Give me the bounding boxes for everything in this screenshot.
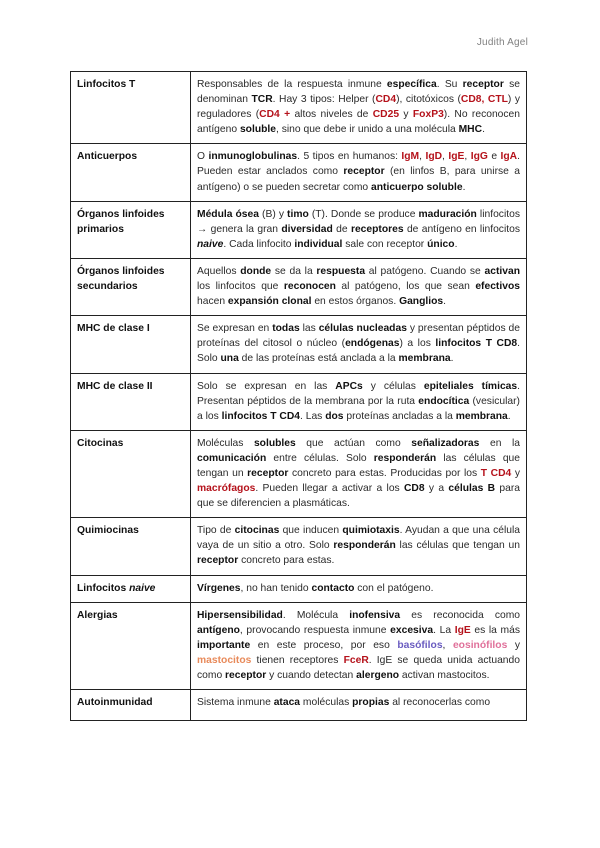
definition-text: Tipo de bbox=[197, 525, 235, 537]
definition-text: e bbox=[487, 151, 501, 163]
definition-cell bbox=[191, 575, 527, 602]
definition-text: . Pueden estar anclados como bbox=[197, 151, 520, 178]
definition-text: . bbox=[507, 410, 511, 422]
definition-text: ), citotóxicos ( bbox=[396, 94, 461, 106]
definition-text: tienen receptores bbox=[251, 654, 344, 666]
highlighted-text: receptor bbox=[462, 79, 504, 90]
definition-text: y presentan péptidos de proteínas del citosol o núcleo ( bbox=[197, 323, 520, 350]
term-cell: MHC de clase II bbox=[71, 373, 191, 430]
definition-text: las bbox=[299, 323, 319, 335]
highlighted-text: diversidad bbox=[281, 223, 333, 235]
definition-text: linfocitos → genera la gran bbox=[197, 208, 520, 235]
definition-text: sale con receptor bbox=[342, 238, 428, 250]
highlighted-text: comunicación bbox=[197, 452, 267, 464]
highlighted-text: quimiotaxis bbox=[342, 525, 400, 537]
definition-text: . Cada linfocito bbox=[223, 238, 295, 250]
highlighted-text: Hipersensibilidad bbox=[197, 609, 283, 621]
highlighted-text: Ganglios bbox=[399, 296, 444, 308]
definition-text: en la bbox=[479, 437, 520, 449]
highlighted-text: responderán bbox=[373, 452, 437, 464]
highlighted-text: reconocen bbox=[283, 281, 336, 293]
definition-text: . La bbox=[433, 624, 455, 636]
definition-text: . Pueden llegar a activar a los bbox=[255, 483, 404, 495]
definition-text: (B) y bbox=[259, 208, 288, 220]
highlighted-text: IgA bbox=[500, 151, 518, 163]
highlighted-text: anticuerpo soluble bbox=[371, 181, 463, 193]
definition-cell bbox=[191, 201, 527, 258]
highlighted-text: una bbox=[220, 353, 239, 365]
term-cell: Autoinmunidad bbox=[71, 690, 191, 721]
definition-text: en estos órganos. bbox=[311, 296, 400, 308]
term-cell: Órganos linfoides primarios bbox=[71, 201, 191, 258]
highlighted-text: macrófagos bbox=[197, 483, 256, 495]
definition-text: . Hay 3 tipos: Helper ( bbox=[272, 94, 376, 106]
highlighted-text: IgG bbox=[470, 151, 488, 163]
definition-text: concreto para estas. bbox=[238, 555, 335, 567]
highlighted-text: receptor bbox=[343, 166, 385, 178]
definition-text: (en linfos B, para unirse a antígeno) o se pueden secretar como bbox=[197, 166, 521, 193]
definition-text: los linfocitos que bbox=[197, 281, 284, 293]
definition-text: ) a los bbox=[399, 338, 436, 350]
table-row bbox=[71, 201, 527, 258]
definition-text: O bbox=[197, 151, 209, 163]
definition-text: . IgE se queda unida actuando como bbox=[197, 654, 520, 681]
highlighted-text: único bbox=[427, 238, 455, 250]
definition-text: . bbox=[462, 181, 466, 193]
table-row bbox=[71, 575, 527, 602]
definition-text: entre células. Solo bbox=[266, 452, 374, 464]
definition-text: y a bbox=[424, 483, 449, 495]
term-cell: MHC de clase I bbox=[71, 316, 191, 373]
term-cell: Órganos linfoides secundarios bbox=[71, 258, 191, 315]
definition-text: moléculas bbox=[300, 697, 353, 709]
definition-text: activan mastocitos. bbox=[399, 670, 490, 681]
highlighted-text: IgD bbox=[425, 151, 443, 163]
definition-text: hacen bbox=[197, 296, 228, 308]
highlighted-text: receptores bbox=[350, 223, 404, 235]
definition-text: . Ayudan a que una célula vaya de un sitio a otro. Solo bbox=[197, 525, 520, 552]
highlighted-text: propias bbox=[352, 697, 390, 709]
highlighted-text: linfocitos T CD8 bbox=[435, 338, 518, 350]
highlighted-text: efectivos bbox=[475, 281, 520, 293]
highlighted-text: células nucleadas bbox=[318, 323, 407, 335]
highlighted-text: linfocitos T CD4 bbox=[221, 410, 300, 422]
highlighted-text: responderán bbox=[333, 540, 396, 552]
highlighted-text: IgM bbox=[401, 151, 420, 163]
term-cell: Linfocitos naive bbox=[71, 575, 191, 602]
definition-text: . bbox=[482, 124, 485, 136]
term-cell: Alergias bbox=[71, 602, 191, 689]
highlighted-text: excesiva bbox=[390, 624, 434, 636]
definition-text: al reconocerlas como bbox=[389, 697, 491, 709]
definition-text: es reconocida como bbox=[400, 609, 520, 621]
highlighted-text: IgE bbox=[454, 624, 471, 636]
highlighted-text: individual bbox=[294, 238, 343, 250]
definition-cell bbox=[191, 144, 527, 201]
highlighted-text: epiteliales tímicas bbox=[423, 380, 518, 392]
highlighted-text: FoxP3 bbox=[412, 109, 444, 121]
highlighted-text: células B bbox=[448, 483, 496, 495]
definition-text: . bbox=[454, 238, 458, 250]
definition-text: proteínas ancladas a la bbox=[343, 410, 456, 422]
definition-text: se da la bbox=[271, 265, 317, 277]
definition-text: y bbox=[507, 639, 520, 651]
table-row bbox=[71, 602, 527, 689]
definition-cell bbox=[191, 430, 527, 517]
highlighted-text: endógenas bbox=[345, 338, 400, 350]
highlighted-text: IgE bbox=[448, 151, 465, 163]
definition-text: Se expresan en bbox=[197, 323, 273, 335]
definition-text: altos niveles de bbox=[294, 109, 373, 121]
glossary-table bbox=[70, 71, 527, 721]
table-row bbox=[71, 258, 527, 315]
term-cell: Citocinas bbox=[71, 430, 191, 517]
term-cell: Quimiocinas bbox=[71, 518, 191, 575]
highlighted-text: FceR bbox=[343, 654, 369, 666]
definition-cell bbox=[191, 690, 527, 721]
highlighted-text: inmunoglobulinas bbox=[208, 151, 298, 163]
highlighted-text: importante bbox=[197, 639, 251, 651]
definition-text: para que se diferencien a plasmáticas. bbox=[197, 483, 520, 510]
definition-text: de las proteínas está anclada a la bbox=[238, 353, 399, 365]
highlighted-text: receptor bbox=[197, 555, 239, 567]
definition-cell bbox=[191, 602, 527, 689]
definition-text: al patógeno, los que sean bbox=[335, 281, 476, 293]
highlighted-text: ataca bbox=[273, 697, 301, 709]
table-row bbox=[71, 316, 527, 373]
definition-text: . bbox=[450, 353, 454, 365]
highlighted-text: CD8, CTL bbox=[460, 94, 508, 106]
definition-cell bbox=[191, 72, 527, 144]
definition-text: y células bbox=[362, 380, 424, 392]
highlighted-text: dos bbox=[325, 410, 344, 422]
highlighted-text: inofensiva bbox=[349, 609, 401, 621]
definition-text: . Presentan péptidos de la membrana por la ruta bbox=[197, 380, 520, 407]
highlighted-text: MHC bbox=[458, 124, 483, 136]
definition-text: que inducen bbox=[279, 525, 343, 537]
highlighted-text: expansión clonal bbox=[227, 296, 312, 308]
definition-text: . bbox=[443, 296, 446, 308]
highlighted-text: receptor bbox=[225, 670, 267, 681]
table-row bbox=[71, 518, 527, 575]
highlighted-text: Vírgenes bbox=[197, 582, 241, 594]
definition-text: , provocando respuesta inmune bbox=[239, 624, 391, 636]
definition-text: (vesicular) a los bbox=[197, 395, 520, 422]
highlighted-text: timo bbox=[287, 208, 309, 220]
table-row bbox=[71, 373, 527, 430]
highlighted-text: alergeno bbox=[356, 670, 400, 681]
definition-text: , bbox=[442, 151, 449, 163]
definition-text: Moléculas bbox=[197, 437, 254, 449]
definition-text: las células que tengan un bbox=[395, 540, 520, 552]
highlighted-text: TCR bbox=[251, 94, 273, 106]
definition-cell bbox=[191, 258, 527, 315]
highlighted-text: CD25 bbox=[372, 109, 400, 121]
highlighted-text: Médula ósea bbox=[197, 208, 259, 220]
definition-cell bbox=[191, 373, 527, 430]
definition-text: al patógeno. Cuando se bbox=[365, 265, 485, 277]
highlighted-text: APCs bbox=[335, 380, 363, 392]
definition-text: y cuando detectan bbox=[266, 670, 357, 681]
definition-text: Aquellos bbox=[197, 265, 241, 277]
highlighted-text: respuesta bbox=[316, 265, 366, 277]
definition-text: Solo se expresan en las bbox=[197, 380, 336, 392]
highlighted-text: antígeno bbox=[197, 624, 240, 636]
definition-text: . Su bbox=[436, 79, 463, 90]
highlighted-text: maduración bbox=[418, 208, 477, 220]
definition-text: concreto para estas. Producidas por los bbox=[288, 467, 481, 479]
definition-text: . Solo bbox=[197, 338, 521, 365]
highlighted-text: receptor bbox=[247, 467, 289, 479]
highlighted-text: endocítica bbox=[418, 395, 470, 407]
definition-text: , sino que debe ir unido a una molécula bbox=[276, 124, 459, 136]
highlighted-text: activan bbox=[484, 265, 520, 277]
italic-term: naive bbox=[129, 582, 156, 594]
highlighted-text: membrana bbox=[398, 353, 451, 365]
table-row bbox=[71, 690, 527, 721]
highlighted-text: contacto bbox=[311, 582, 355, 594]
definition-text: , no han tenido bbox=[240, 582, 312, 594]
table-row bbox=[71, 430, 527, 517]
highlighted-text: CD8 bbox=[404, 483, 425, 495]
definition-text: se denominan bbox=[197, 79, 520, 106]
definition-text: . 5 tipos en humanos: bbox=[297, 151, 402, 163]
definition-text: que actúan como bbox=[295, 437, 412, 449]
highlighted-text: soluble bbox=[239, 124, 276, 136]
highlighted-text: señalizadoras bbox=[411, 437, 480, 449]
definition-text: y bbox=[511, 467, 521, 479]
highlighted-text: CD4 bbox=[375, 94, 397, 106]
definition-cell bbox=[191, 518, 527, 575]
definition-text: , bbox=[442, 639, 453, 651]
table-row bbox=[71, 144, 527, 201]
definition-text: es la más bbox=[470, 624, 520, 636]
highlighted-text: CD4 + bbox=[259, 109, 295, 121]
highlighted-text: solubles bbox=[253, 437, 296, 449]
definition-cell bbox=[191, 316, 527, 373]
definition-text: de bbox=[332, 223, 351, 235]
definition-text: ). No reconocen antígeno bbox=[197, 109, 521, 136]
definition-text: las células que tengan un bbox=[197, 452, 520, 479]
term-cell: Anticuerpos bbox=[71, 144, 191, 201]
definition-text: (T). Donde se produce bbox=[308, 208, 419, 220]
term-cell: Linfocitos T bbox=[71, 72, 191, 144]
definition-text: en este proceso, por eso bbox=[250, 639, 398, 651]
definition-text: ) y reguladores ( bbox=[197, 94, 521, 121]
definition-text: , bbox=[419, 151, 426, 163]
definition-text: con el patógeno. bbox=[354, 582, 434, 594]
highlighted-text: basófilos bbox=[397, 639, 443, 651]
highlighted-text: eosinófilos bbox=[452, 639, 508, 651]
highlighted-text: T CD4 bbox=[480, 467, 512, 479]
definition-text: y bbox=[399, 109, 413, 121]
table-row bbox=[71, 72, 527, 144]
highlighted-text: mastocitos bbox=[197, 654, 252, 666]
definition-text: . Las bbox=[300, 410, 326, 422]
definition-text: Sistema inmune bbox=[197, 697, 274, 709]
definition-text: . Molécula bbox=[282, 609, 350, 621]
highlighted-text: citocinas bbox=[234, 525, 280, 537]
author-name: Judith Agel bbox=[476, 37, 528, 48]
definition-text: de antígeno en linfocitos bbox=[403, 223, 520, 235]
highlighted-text: específica bbox=[386, 79, 437, 90]
highlighted-text: membrana bbox=[455, 410, 508, 422]
highlighted-text: todas bbox=[272, 323, 300, 335]
definition-text: Responsables de la respuesta inmune bbox=[197, 79, 387, 90]
definition-text: , bbox=[464, 151, 471, 163]
highlighted-text: donde bbox=[240, 265, 272, 277]
highlighted-text: naive bbox=[197, 238, 224, 250]
